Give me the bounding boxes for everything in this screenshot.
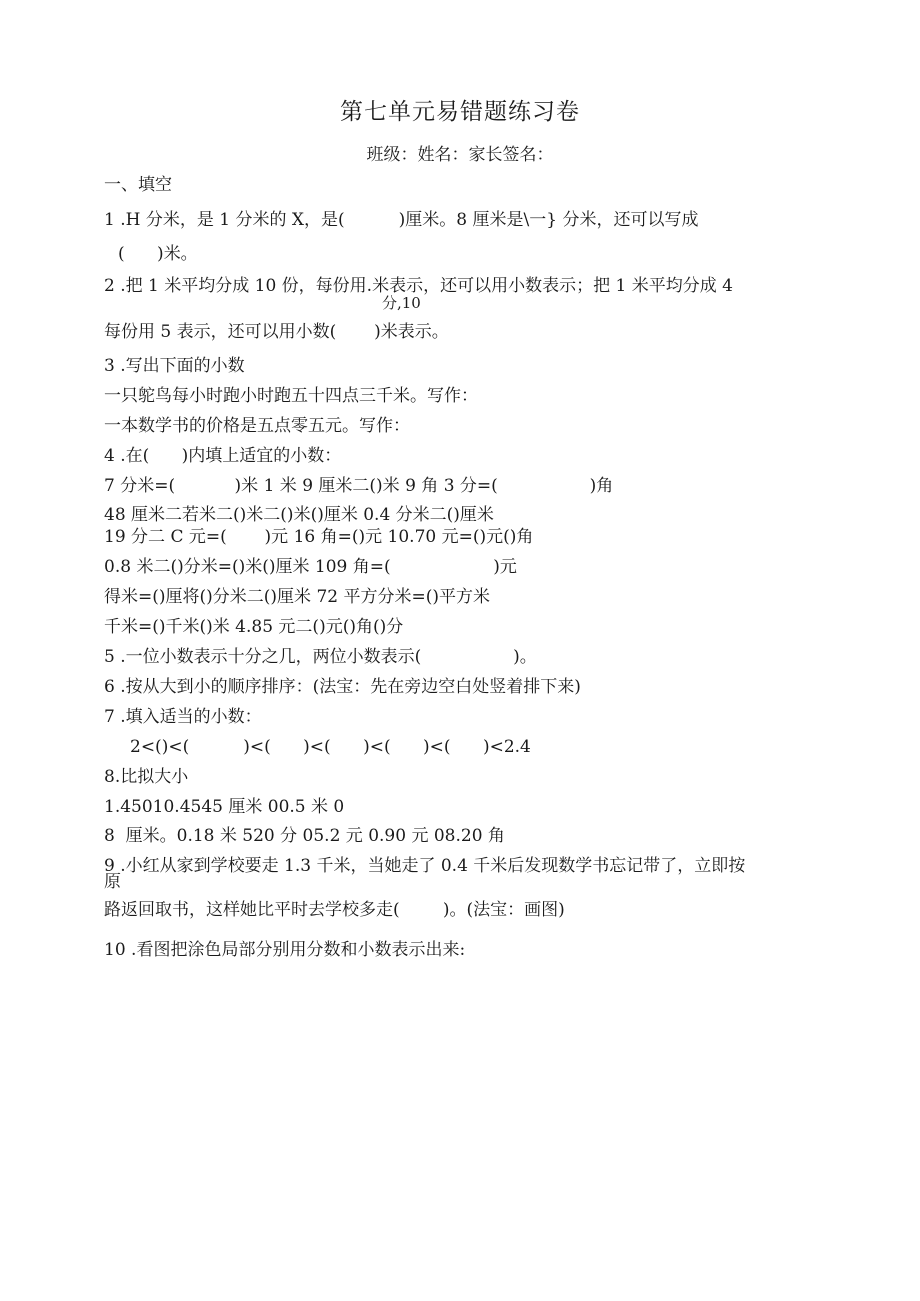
student-info-line: 班级：姓名：家长签名： [366,145,554,165]
question-1-line-1: 1 .H 分米，是 1 分米的 X，是( )厘米。8 厘米是\一} 分米，还可以写成 [104,210,699,230]
question-4-row-3: 19 分二 C 元=( )元 16 角=()元 10.70 元=()元()角 [104,527,534,547]
question-4-row-4: 0.8 米二()分米=()米()厘米 109 角=( )元 [104,557,517,577]
question-6: 6 .按从大到小的顺序排序：(法宝：先在旁边空白处竖着排下来) [104,677,581,697]
question-4-row-1: 7 分米=( )米 1 米 9 厘米二()米 9 角 3 分=( )角 [104,476,614,496]
question-3-item-a: 一只鸵鸟每小时跑小时跑五十四点三千米。写作： [104,386,478,406]
question-3-heading: 3 .写出下面的小数 [104,356,245,376]
question-7-heading: 7 .填入适当的小数： [104,707,262,727]
question-2-line-2: 每份用 5 表示，还可以用小数( )米表示。 [104,322,449,342]
question-4-row-5: 得米=()厘将()分米二()厘米 72 平方分米=()平方米 [104,587,490,607]
question-4-row-2: 48 厘米二若米二()米二()米()厘米 0.4 分米二()厘米 [104,505,494,525]
question-9-overflow-char: 原 [104,872,121,892]
question-10: 10 .看图把涂色局部分别用分数和小数表示出来: [104,940,466,960]
question-4-heading: 4 .在( )内填上适宜的小数： [104,446,342,466]
question-1-line-2: ( )米。 [118,244,198,264]
question-7-sequence: 2<()<( )<( )<( )<( )<( )<2.4 [130,737,531,757]
question-4-row-6: 千米=()千米()米 4.85 元二()元()角()分 [104,617,404,637]
question-9-line-1: 9 .小红从家到学校要走 1.3 千米，当她走了 0.4 千米后发现数学书忘记带了，立即按 [104,856,746,876]
question-9-line-2: 路返回取书，这样她比平时去学校多走( )。(法宝：画图) [104,900,565,920]
question-8-row-1: 1.45010.4545 厘米 00.5 米 0 [104,797,345,817]
question-2-fraction: 分,10 [382,294,421,312]
question-5: 5 .一位小数表示十分之几，两位小数表示( )。 [104,647,537,667]
page-title: 第七单元易错题练习卷 [340,99,580,125]
section-heading-fill-blank: 一、填空 [104,175,172,195]
question-8-row-2: 8 厘米。0.18 米 520 分 05.2 元 0.90 元 08.20 角 [104,826,505,846]
question-8-heading: 8.比拟大小 [104,767,189,787]
question-2-line-1: 2 .把 1 米平均分成 10 份，每份用.米表示，还可以用小数表示；把 1 米平均分成 4 [104,276,733,296]
question-3-item-b: 一本数学书的价格是五点零五元。写作： [104,416,410,436]
